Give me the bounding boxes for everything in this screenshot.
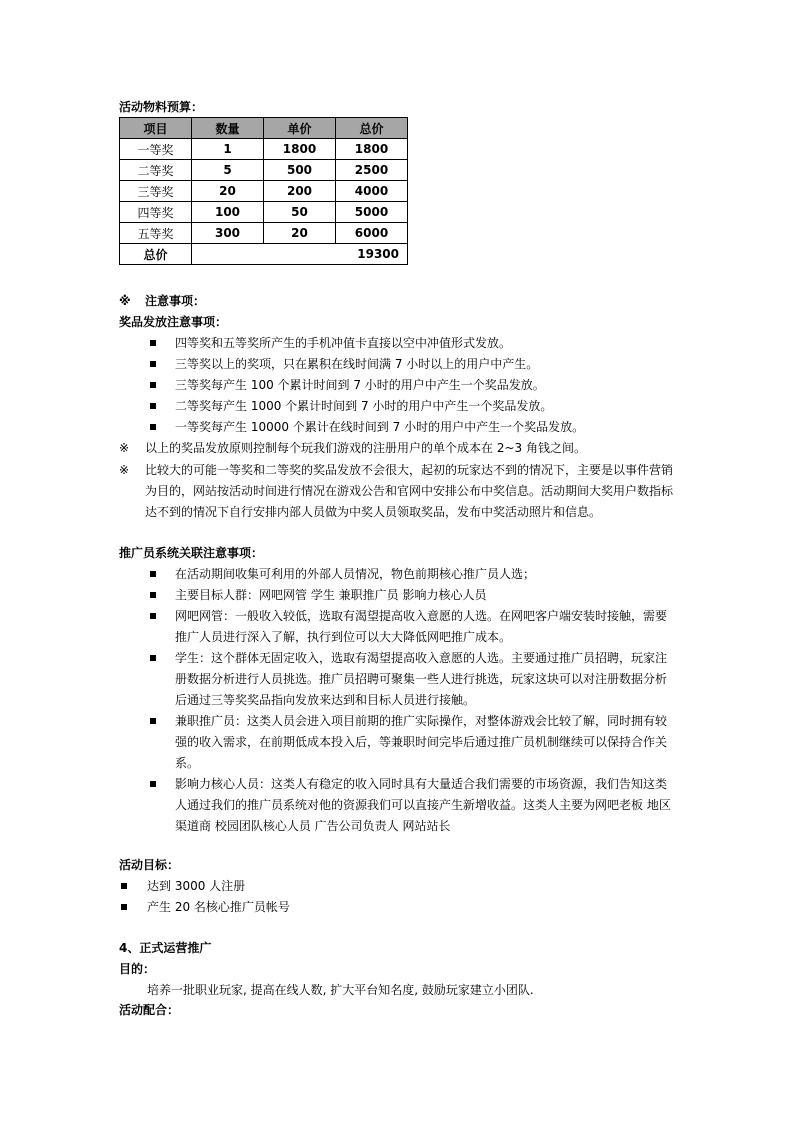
promoter-item-line: 影响力核心人员：这类人有稳定的收入同时具有大量适合我们需要的市场资源，我们告知这类 xyxy=(175,777,668,791)
promoter-heading: 推广员系统关联注意事项： xyxy=(119,546,264,560)
bullet-icon xyxy=(150,718,156,724)
cell-total: 2500 xyxy=(336,160,408,181)
header-total-price: 总价 xyxy=(336,118,408,139)
table-row xyxy=(120,139,408,160)
cell-qty: 20 xyxy=(192,181,264,202)
bullet-icon xyxy=(150,403,156,409)
table-row xyxy=(120,160,408,181)
goal-item: 达到 3000 人注册 xyxy=(147,879,246,893)
cell-item: 三等奖 xyxy=(120,181,192,202)
goals-heading: 活动目标： xyxy=(119,858,180,872)
budget-table xyxy=(119,117,408,265)
cell-qty: 100 xyxy=(192,202,264,223)
promoter-item-line: 兼职推广员：这类人员会进入项目前期的推广实际操作，对整体游戏会比较了解，同时拥有较 xyxy=(175,714,668,728)
prize-item: 三等奖每产生 100 个累计时间到 7 小时的用户中产生一个奖品发放。 xyxy=(175,378,545,392)
cell-total: 1800 xyxy=(336,139,408,160)
bullet-icon xyxy=(150,592,156,598)
note-extra-line: 为目的，网站按活动时间进行情况在游戏公告和官网中安排公布中奖信息。活动期间大奖用户数指标 xyxy=(145,484,674,498)
bullet-icon xyxy=(150,340,156,346)
prize-item: 二等奖每产生 1000 个累计时间到 7 小时的用户中产生一个奖品发放。 xyxy=(175,399,553,413)
header-item: 项目 xyxy=(120,118,192,139)
promoter-item-line: 推广人员进行深入了解，执行到位可以大大降低网吧推广成本。 xyxy=(175,630,512,644)
promoter-item-line: 人通过我们的推广员系统对他的资源我们可以直接产生新增收益。这类人主要为网吧老板 地区 xyxy=(175,798,671,812)
notes-mark: ※ xyxy=(119,294,131,308)
goal-item: 产生 20 名核心推广员帐号 xyxy=(147,900,290,914)
cell-total: 4000 xyxy=(336,181,408,202)
promoter-item: 在活动期间收集可利用的外部人员情况，物色前期核心推广员人选； xyxy=(175,567,536,581)
bullet-icon xyxy=(150,655,156,661)
combo-label: 活动配合： xyxy=(119,1003,180,1017)
cell-unit-price: 500 xyxy=(264,160,336,181)
bullet-icon xyxy=(150,613,156,619)
prize-item: 一等奖每产生 10000 个累计在线时间到 7 小时的用户中产生一个奖品发放。 xyxy=(175,420,585,434)
bullet-icon xyxy=(121,904,127,910)
bullet-icon xyxy=(150,781,156,787)
cell-total: 5000 xyxy=(336,202,408,223)
bullet-icon xyxy=(150,361,156,367)
table-header-row xyxy=(120,118,408,139)
promoter-item-line: 册数据分析进行人员挑选。推广员招聘可聚集一些人进行挑选，玩家这块可以对注册数据分析 xyxy=(175,672,668,686)
promoter-item-line: 系。 xyxy=(175,756,200,770)
promoter-item: 主要目标人群：网吧网管 学生 兼职推广员 影响力核心人员 xyxy=(175,588,487,602)
operation-heading: 4、正式运营推广 xyxy=(119,941,212,955)
header-unit-price: 单价 xyxy=(264,118,336,139)
table-row xyxy=(120,223,408,244)
promoter-item-line: 渠道商 校园团队核心人员 广告公司负责人 网站站长 xyxy=(175,819,451,833)
cell-item: 一等奖 xyxy=(120,139,192,160)
promoter-item-line: 学生：这个群体无固定收入，选取有渴望提高收入意愿的人选。主要通过推广员招聘，玩家注 xyxy=(175,651,668,665)
total-label: 总价 xyxy=(120,244,192,265)
bullet-icon xyxy=(150,382,156,388)
bullet-icon xyxy=(121,883,127,889)
cell-unit-price: 1800 xyxy=(264,139,336,160)
table-row xyxy=(120,181,408,202)
notes-title: 注意事项： xyxy=(145,294,206,308)
prize-item: 四等奖和五等奖所产生的手机冲值卡直接以空中冲值形式发放。 xyxy=(175,336,512,350)
cell-total: 6000 xyxy=(336,223,408,244)
note-extra-line: 比较大的可能一等奖和二等奖的奖品发放不会很大，起初的玩家达不到的情况下，主要是以事件营销 xyxy=(145,463,674,477)
budget-heading: 活动物料预算： xyxy=(119,100,204,114)
bullet-icon xyxy=(150,424,156,430)
cell-item: 四等奖 xyxy=(120,202,192,223)
reference-mark-icon: ※ xyxy=(119,463,130,477)
table-total-row xyxy=(120,244,408,265)
cell-unit-price: 20 xyxy=(264,223,336,244)
header-qty: 数量 xyxy=(192,118,264,139)
note-extra-line: 达不到的情况下自行安排内部人员做为中奖人员领取奖品，发布中奖活动照片和信息。 xyxy=(145,505,602,519)
prize-item: 三等奖以上的奖项，只在累积在线时间满 7 小时以上的用户中产生。 xyxy=(175,357,539,371)
note-extra: 以上的奖品发放原则控制每个玩我们游戏的注册用户的单个成本在 2~3 角钱之间。 xyxy=(145,441,586,455)
promoter-item-line: 后通过三等奖奖品指向发放来达到和目标人员进行接触。 xyxy=(175,693,476,707)
cell-qty: 1 xyxy=(192,139,264,160)
prize-heading: 奖品发放注意事项： xyxy=(119,315,228,329)
purpose-label: 目的： xyxy=(119,962,156,976)
cell-unit-price: 50 xyxy=(264,202,336,223)
bullet-icon xyxy=(150,571,156,577)
promoter-item-line: 强的收入需求，在前期低成本投入后，等兼职时间完毕后通过推广员机制继续可以保持合作关 xyxy=(175,735,668,749)
table-row xyxy=(120,202,408,223)
purpose-text: 培养一批职业玩家, 提高在线人数, 扩大平台知名度, 鼓励玩家建立小团队. xyxy=(147,983,534,997)
total-value: 19300 xyxy=(192,244,408,265)
cell-qty: 300 xyxy=(192,223,264,244)
cell-item: 二等奖 xyxy=(120,160,192,181)
cell-unit-price: 200 xyxy=(264,181,336,202)
reference-mark-icon: ※ xyxy=(119,441,130,455)
promoter-item-line: 网吧网管：一般收入较低，选取有渴望提高收入意愿的人选。在网吧客户端安装时接触，需要 xyxy=(175,609,668,623)
cell-qty: 5 xyxy=(192,160,264,181)
cell-item: 五等奖 xyxy=(120,223,192,244)
